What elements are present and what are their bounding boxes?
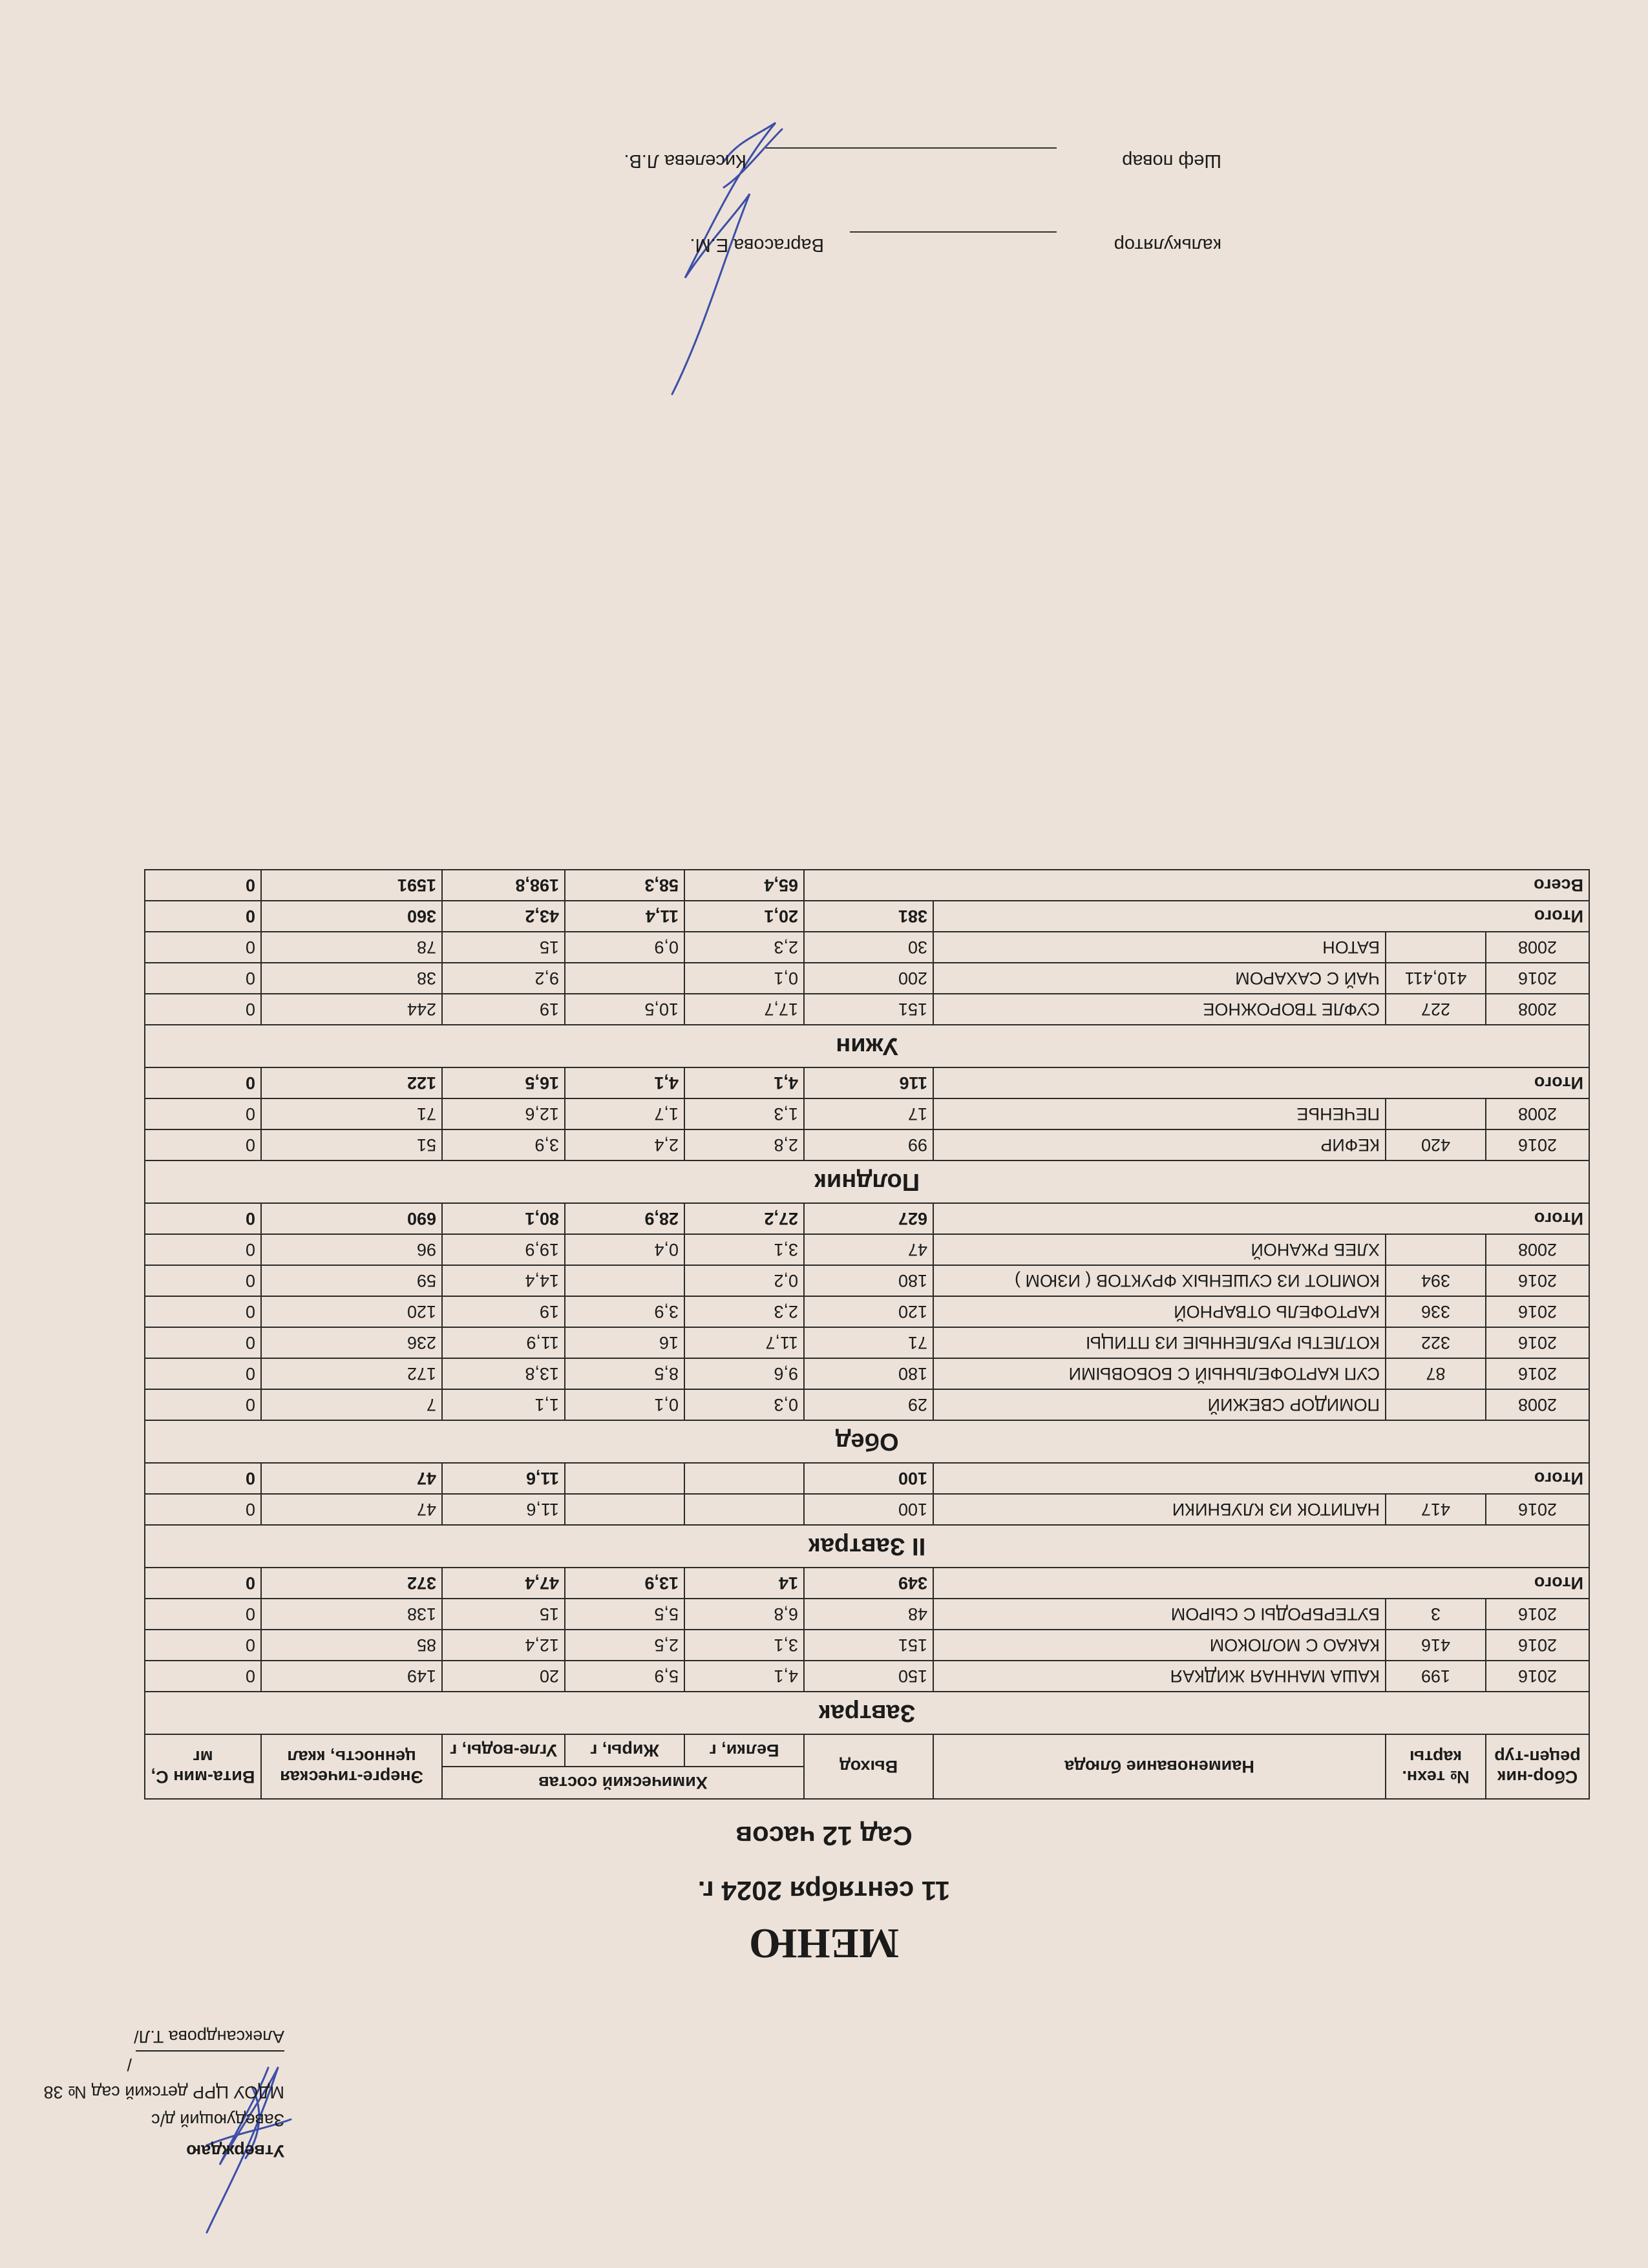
cell-yield: 48 (804, 1599, 933, 1630)
cell-proteins (684, 1494, 804, 1525)
cell-vitamin-c: 0 (145, 1296, 261, 1327)
total-energy: 122 (261, 1067, 442, 1098)
total-yield: 349 (804, 1568, 933, 1599)
total-vitamin-c: 0 (145, 1067, 261, 1098)
cell-vitamin-c: 0 (145, 963, 261, 994)
cell-carbs: 19 (442, 1296, 565, 1327)
total-label: Итого (933, 1568, 1589, 1599)
cell-collection: 2008 (1486, 994, 1589, 1025)
chef-signature-line (766, 147, 1057, 149)
approval-signatory: /Александрова Т.Л/ (127, 2027, 284, 2074)
total-carbs: 43,2 (442, 901, 565, 932)
cell-card-no: 3 (1386, 1599, 1486, 1630)
cell-yield: 47 (804, 1234, 933, 1265)
calculator-signature-line (850, 231, 1057, 233)
cell-vitamin-c: 0 (145, 1327, 261, 1358)
cell-proteins: 2,3 (684, 1296, 804, 1327)
section-header (145, 1692, 1589, 1734)
menu-row (145, 1234, 1589, 1265)
cell-vitamin-c: 0 (145, 1358, 261, 1389)
col-carbs: Угле-воды, г (442, 1734, 565, 1767)
menu-row (145, 932, 1589, 963)
cell-collection: 2016 (1486, 963, 1589, 994)
cell-fats (565, 1494, 684, 1525)
total-fats: 11,4 (565, 901, 684, 932)
cell-carbs: 15 (442, 1599, 565, 1630)
cell-proteins: 2,8 (684, 1129, 804, 1160)
cell-collection: 2016 (1486, 1358, 1589, 1389)
total-proteins: 4,1 (684, 1067, 804, 1098)
section-title: II Завтрак (145, 1525, 1589, 1568)
cell-fats: 1,7 (565, 1098, 684, 1129)
cell-carbs: 20 (442, 1661, 565, 1692)
cell-dish: ПЕЧЕНЬЕ (933, 1098, 1386, 1129)
cell-energy: 38 (261, 963, 442, 994)
cell-fats: 8,5 (565, 1358, 684, 1389)
total-fats: 28,9 (565, 1203, 684, 1234)
cell-energy: 96 (261, 1234, 442, 1265)
col-proteins: Белки, г (684, 1734, 804, 1767)
cell-fats: 2,4 (565, 1129, 684, 1160)
approval-organization: МДОУ ЦРР детский сад № 38 (43, 2083, 284, 2102)
total-proteins: 20,1 (684, 901, 804, 932)
cell-dish: КОМПОТ ИЗ СУШЕНЫХ ФРУКТОВ ( ИЗЮМ ) (933, 1265, 1386, 1296)
total-vitamin-c: 0 (145, 1568, 261, 1599)
cell-collection: 2016 (1486, 1494, 1589, 1525)
col-vitamin-c: Вита-мин С, мг (145, 1734, 261, 1799)
cell-energy: 120 (261, 1296, 442, 1327)
cell-proteins: 17,7 (684, 994, 804, 1025)
cell-yield: 99 (804, 1129, 933, 1160)
cell-dish: СУП КАРТОФЕЛЬНЫЙ С БОБОВЫМИ (933, 1358, 1386, 1389)
cell-card-no (1386, 1234, 1486, 1265)
total-vitamin-c: 0 (145, 1463, 261, 1494)
menu-row (145, 1296, 1589, 1327)
approval-position: Заведующий д/с (151, 2110, 284, 2130)
cell-fats: 16 (565, 1327, 684, 1358)
cell-dish: КОТЛЕТЫ РУБЛЕННЫЕ ИЗ ПТИЦЫ (933, 1327, 1386, 1358)
cell-carbs: 13,8 (442, 1358, 565, 1389)
cell-energy: 78 (261, 932, 442, 963)
section-total-row (145, 901, 1589, 932)
cell-energy: 236 (261, 1327, 442, 1358)
grand-total-proteins: 65,4 (684, 870, 804, 901)
cell-vitamin-c: 0 (145, 1389, 261, 1420)
cell-card-no: 336 (1386, 1296, 1486, 1327)
cell-carbs: 19,9 (442, 1234, 565, 1265)
cell-carbs: 11,6 (442, 1494, 565, 1525)
menu-row (145, 1358, 1589, 1389)
total-energy: 690 (261, 1203, 442, 1234)
total-fats (565, 1463, 684, 1494)
cell-dish: КАКАО С МОЛОКОМ (933, 1630, 1386, 1661)
cell-vitamin-c: 0 (145, 1129, 261, 1160)
menu-row (145, 994, 1589, 1025)
cell-card-no: 87 (1386, 1358, 1486, 1389)
cell-fats: 0,4 (565, 1234, 684, 1265)
menu-row (145, 1630, 1589, 1661)
cell-energy: 172 (261, 1358, 442, 1389)
cell-fats: 5,5 (565, 1599, 684, 1630)
staff-name-calculator: Варгасова Е.М. (690, 235, 824, 255)
cell-proteins: 0,2 (684, 1265, 804, 1296)
col-yield: Выход (804, 1734, 933, 1799)
grand-total-fats: 58,3 (565, 870, 684, 901)
section-title: Полдник (145, 1160, 1589, 1203)
menu-row (145, 1661, 1589, 1692)
total-vitamin-c: 0 (145, 1203, 261, 1234)
cell-vitamin-c: 0 (145, 1599, 261, 1630)
total-energy: 47 (261, 1463, 442, 1494)
cell-yield: 151 (804, 994, 933, 1025)
cell-card-no: 394 (1386, 1265, 1486, 1296)
cell-fats (565, 1265, 684, 1296)
menu-row (145, 1327, 1589, 1358)
cell-collection: 2016 (1486, 1327, 1589, 1358)
total-proteins (684, 1463, 804, 1494)
menu-date: 11 сентября 2024 г. (697, 1876, 951, 1906)
cell-vitamin-c: 0 (145, 1098, 261, 1129)
col-dish-name: Наименование блюда (933, 1734, 1386, 1799)
section-total-row (145, 1067, 1589, 1098)
cell-collection: 2016 (1486, 1661, 1589, 1692)
section-header (145, 1525, 1589, 1568)
cell-yield: 151 (804, 1630, 933, 1661)
grand-total-energy: 1591 (261, 870, 442, 901)
cell-proteins: 4,1 (684, 1661, 804, 1692)
cell-card-no: 410,411 (1386, 963, 1486, 994)
col-chem: Химический состав (442, 1767, 804, 1799)
total-vitamin-c: 0 (145, 901, 261, 932)
cell-proteins: 1,3 (684, 1098, 804, 1129)
total-carbs: 16,5 (442, 1067, 565, 1098)
cell-energy: 244 (261, 994, 442, 1025)
cell-carbs: 14,4 (442, 1265, 565, 1296)
cell-proteins: 3,1 (684, 1630, 804, 1661)
cell-dish: НАПИТОК ИЗ КЛУБНИКИ (933, 1494, 1386, 1525)
cell-yield: 100 (804, 1494, 933, 1525)
menu-row (145, 1098, 1589, 1129)
cell-carbs: 15 (442, 932, 565, 963)
menu-row (145, 1129, 1589, 1160)
menu-body (145, 870, 1589, 1734)
cell-proteins: 11,7 (684, 1327, 804, 1358)
menu-group: Сад 12 часов (735, 1821, 913, 1851)
grand-total-label: Всего (804, 870, 1589, 901)
cell-energy: 138 (261, 1599, 442, 1630)
menu-row (145, 1389, 1589, 1420)
cell-fats: 0,1 (565, 1389, 684, 1420)
cell-energy: 47 (261, 1494, 442, 1525)
cell-yield: 150 (804, 1661, 933, 1692)
cell-fats: 2,5 (565, 1630, 684, 1661)
cell-card-no: 227 (1386, 994, 1486, 1025)
cell-proteins: 0,1 (684, 963, 804, 994)
cell-dish: ХЛЕБ РЖАНОЙ (933, 1234, 1386, 1265)
section-title: Ужин (145, 1025, 1589, 1067)
grand-total-row (145, 870, 1589, 901)
cell-vitamin-c: 0 (145, 932, 261, 963)
cell-dish: СУФЛЕ ТВОРОЖНОЕ (933, 994, 1386, 1025)
cell-proteins: 3,1 (684, 1234, 804, 1265)
cell-carbs: 1,1 (442, 1389, 565, 1420)
cell-yield: 180 (804, 1265, 933, 1296)
cell-dish: КЕФИР (933, 1129, 1386, 1160)
grand-total-carbs: 198,8 (442, 870, 565, 901)
cell-yield: 200 (804, 963, 933, 994)
col-collection: Сбор-ник рецеп-тур (1486, 1734, 1589, 1799)
section-header (145, 1420, 1589, 1463)
cell-carbs: 3,9 (442, 1129, 565, 1160)
cell-carbs: 12,6 (442, 1098, 565, 1129)
cell-collection: 2016 (1486, 1296, 1589, 1327)
cell-collection: 2008 (1486, 1098, 1589, 1129)
cell-collection: 2008 (1486, 1389, 1589, 1420)
approval-block (13, 2022, 284, 2165)
cell-carbs: 9,2 (442, 963, 565, 994)
total-carbs: 11,6 (442, 1463, 565, 1494)
cell-proteins: 6,8 (684, 1599, 804, 1630)
menu-row (145, 1494, 1589, 1525)
cell-vitamin-c: 0 (145, 1234, 261, 1265)
menu-table (144, 869, 1590, 1800)
staff-name-chef: Киселева Л.В. (624, 151, 746, 171)
section-title: Обед (145, 1420, 1589, 1463)
cell-energy: 149 (261, 1661, 442, 1692)
menu-row (145, 1599, 1589, 1630)
section-total-row (145, 1203, 1589, 1234)
cell-carbs: 19 (442, 994, 565, 1025)
cell-dish: КАША МАННАЯ ЖИДКАЯ (933, 1661, 1386, 1692)
cell-yield: 30 (804, 932, 933, 963)
cell-proteins: 2,3 (684, 932, 804, 963)
total-label: Итого (933, 1463, 1589, 1494)
cell-card-no: 417 (1386, 1494, 1486, 1525)
cell-dish: ЧАЙ С САХАРОМ (933, 963, 1386, 994)
page-title: МЕНЮ (749, 1920, 899, 1967)
cell-yield: 180 (804, 1358, 933, 1389)
total-yield: 381 (804, 901, 933, 932)
cell-yield: 17 (804, 1098, 933, 1129)
cell-proteins: 0,3 (684, 1389, 804, 1420)
col-fats: Жиры, г (565, 1734, 684, 1767)
cell-vitamin-c: 0 (145, 1494, 261, 1525)
total-yield: 627 (804, 1203, 933, 1234)
total-carbs: 80,1 (442, 1203, 565, 1234)
cell-proteins: 9,6 (684, 1358, 804, 1389)
cell-vitamin-c: 0 (145, 1265, 261, 1296)
section-title: Завтрак (145, 1692, 1589, 1734)
cell-yield: 71 (804, 1327, 933, 1358)
total-fats: 13,9 (565, 1568, 684, 1599)
staff-role-chef: Шеф повар (1122, 151, 1221, 171)
cell-energy: 71 (261, 1098, 442, 1129)
cell-dish: КАРТОФЕЛЬ ОТВАРНОЙ (933, 1296, 1386, 1327)
grand-total-vitamin-c: 0 (145, 870, 261, 901)
total-label: Итого (933, 1067, 1589, 1098)
cell-card-no (1386, 1098, 1486, 1129)
total-fats: 4,1 (565, 1067, 684, 1098)
cell-card-no: 322 (1386, 1327, 1486, 1358)
section-total-row (145, 1568, 1589, 1599)
cell-card-no: 416 (1386, 1630, 1486, 1661)
cell-collection: 2008 (1486, 932, 1589, 963)
cell-yield: 29 (804, 1389, 933, 1420)
cell-fats: 5,9 (565, 1661, 684, 1692)
cell-energy: 85 (261, 1630, 442, 1661)
cell-energy: 7 (261, 1389, 442, 1420)
cell-vitamin-c: 0 (145, 1630, 261, 1661)
col-card-no: № техн. карты (1386, 1734, 1486, 1799)
section-header (145, 1025, 1589, 1067)
total-energy: 360 (261, 901, 442, 932)
cell-collection: 2008 (1486, 1234, 1589, 1265)
total-label: Итого (933, 901, 1589, 932)
total-label: Итого (933, 1203, 1589, 1234)
cell-dish: ПОМИДОР СВЕЖИЙ (933, 1389, 1386, 1420)
cell-collection: 2016 (1486, 1599, 1589, 1630)
cell-card-no (1386, 1389, 1486, 1420)
cell-dish: БАТОН (933, 932, 1386, 963)
cell-collection: 2016 (1486, 1265, 1589, 1296)
cell-fats: 0,9 (565, 932, 684, 963)
cell-card-no (1386, 932, 1486, 963)
cell-card-no: 199 (1386, 1661, 1486, 1692)
cell-energy: 51 (261, 1129, 442, 1160)
cell-vitamin-c: 0 (145, 1661, 261, 1692)
total-carbs: 47,4 (442, 1568, 565, 1599)
total-energy: 372 (261, 1568, 442, 1599)
cell-carbs: 12,4 (442, 1630, 565, 1661)
menu-row (145, 1265, 1589, 1296)
cell-fats: 10,5 (565, 994, 684, 1025)
cell-dish: БУТЕРБРОДЫ С СЫРОМ (933, 1599, 1386, 1630)
cell-fats: 3,9 (565, 1296, 684, 1327)
col-energy: Энерге-тическая ценность, ккал (261, 1734, 442, 1799)
cell-carbs: 11,9 (442, 1327, 565, 1358)
section-total-row (145, 1463, 1589, 1494)
menu-row (145, 963, 1589, 994)
cell-card-no: 420 (1386, 1129, 1486, 1160)
total-proteins: 14 (684, 1568, 804, 1599)
total-yield: 100 (804, 1463, 933, 1494)
total-yield: 116 (804, 1067, 933, 1098)
approval-title: Утверждаю (186, 2141, 284, 2161)
approval-signature-line (136, 2050, 284, 2052)
staff-role-calculator: калькулятор (1114, 235, 1221, 255)
total-proteins: 27,2 (684, 1203, 804, 1234)
cell-vitamin-c: 0 (145, 994, 261, 1025)
cell-yield: 120 (804, 1296, 933, 1327)
cell-fats (565, 963, 684, 994)
cell-energy: 59 (261, 1265, 442, 1296)
cell-collection: 2016 (1486, 1129, 1589, 1160)
section-header (145, 1160, 1589, 1203)
cell-collection: 2016 (1486, 1630, 1589, 1661)
